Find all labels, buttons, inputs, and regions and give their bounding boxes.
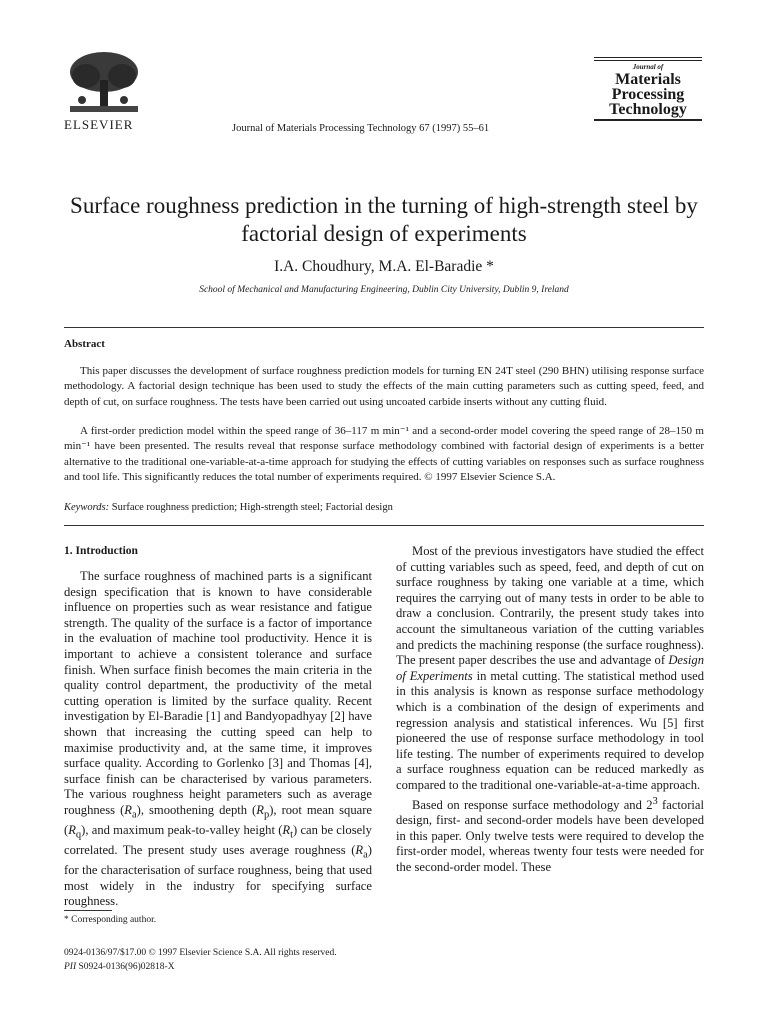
abstract-paragraph-2: A first-order prediction model within the speed range of 36–117 m min⁻¹ and a second-order model covering the speed range of 28–150 m min⁻¹ have been presented. The results reveal that response surface methodology combined with factorial design of experiments is a better alternative to the traditional one-variable-at-a-time approach for studying the effects of cutting variables on responses such as surface roughness and tool life. This significantly reduces the total number of experiments required. © 1997 Elsevier Science S.A. xyxy=(64,425,704,484)
keywords-label: Keywords: xyxy=(64,502,110,513)
journal-box-line2: Processing xyxy=(611,86,685,103)
text-run: in metal cutting. The statistical method used in this analysis is known as response surface methodology which is a combination of the design of experiments and regression analysis and statistical inferences. Wu [5] first pioneered the use of response surface methodology in tool life testing. The number of experiments required to develop a surface roughness equation can be reduced markedly as compared to the traditional one-variable-at-a-time approach. xyxy=(396,668,704,792)
symbol-R: R xyxy=(355,843,364,858)
intro-paragraph-right-2 xyxy=(396,794,704,876)
elsevier-tree-logo xyxy=(64,50,144,116)
keywords-line xyxy=(64,502,393,513)
subscript: a xyxy=(131,809,137,821)
divider-top xyxy=(64,327,704,328)
text-run: Based on response surface methodology and 2 xyxy=(412,797,653,812)
italic-term: Design of Experiments xyxy=(396,653,704,683)
journal-logo-box xyxy=(594,57,702,121)
text-run: ) for the characterisation of surface roughness, being that used most widely in the industry for specifying surface roughness. xyxy=(64,843,372,909)
symbol-R: R xyxy=(256,802,264,817)
divider-bottom xyxy=(64,525,704,526)
text-run: ) can be closely correlated. The present study uses average roughness ( xyxy=(64,823,372,858)
journal-citation: Journal of Materials Processing Technology 67 (1997) 55–61 xyxy=(232,123,490,134)
article-authors: I.A. Choudhury, M.A. El-Baradie * xyxy=(274,258,494,275)
copyright-line: 0924-0136/97/$17.00 © 1997 Elsevier Science S.A. All rights reserved. xyxy=(64,948,337,958)
right-column xyxy=(396,544,704,876)
pii-label: PII xyxy=(64,962,77,972)
left-column xyxy=(64,569,372,910)
keywords-list: Surface roughness prediction; High-strength steel; Factorial design xyxy=(111,502,393,513)
text-run: ), root mean square ( xyxy=(64,802,373,838)
superscript: 3 xyxy=(652,795,658,807)
journal-box-prefix: Journal of xyxy=(632,63,664,71)
abstract-paragraph-1: This paper discusses the development of surface roughness prediction models for turning EN 24T steel (290 BHN) utilising response surface methodology. A factorial design technique has been used to study the effects of the main cutting parameters such as cutting speed, feed, and depth of cut, on surface roughness. The tests have been carried out using uncoated carbide inserts without any cutting fluid. xyxy=(64,365,704,408)
symbol-R: R xyxy=(124,802,132,817)
footnote-rule xyxy=(64,910,112,911)
subscript: a xyxy=(363,849,368,861)
article-title: Surface roughness prediction in the turning of high-strength steel by factorial design of experiments xyxy=(70,193,698,246)
article-affiliation: School of Mechanical and Manufacturing Engineering, Dublin City University, Dublin 9, Ireland xyxy=(199,285,569,295)
symbol-R: R xyxy=(282,823,291,838)
abstract-heading: Abstract xyxy=(64,338,105,350)
text-run: factorial design, first- and second-order models have been developed in this paper. Only twelve tests were required to develop the first-order model, whereas twenty four tests were needed for the second-order model. These xyxy=(396,797,704,875)
subscript: p xyxy=(263,809,270,821)
publisher-name: ELSEVIER xyxy=(64,117,134,132)
intro-paragraph-left xyxy=(64,569,372,910)
footnote: * Corresponding author. xyxy=(64,915,157,925)
text-run: The surface roughness of machined parts is a significant design specification that is known to have considerable influence on properties such as wear resistance and fatigue strength. The quality of the surface is a factor of importance in the evaluation of machine tool productivity. Hence it is important to achieve a consistent tolerance and surface finish. When surface finish becomes the main criteria in the quality control department, the productivity of the metal cutting operation is limited by the surface quality. Recent investigation by El-Baradie [1] and Bandyopadhyay [2] have shown that increasing the cutting speed can help to maximise productivity and, at the same time, it improves surface quality. According to Gorlenko [3] and Thomas [4], surface finish can be characterised by various parameters. The various roughness height parameters such as average roughness ( xyxy=(64,569,372,817)
copyright-block xyxy=(64,946,337,974)
journal-box-line1: Materials xyxy=(615,71,681,88)
subscript: t xyxy=(290,829,294,841)
text-run: ), smoothening depth ( xyxy=(136,802,257,817)
subscript: q xyxy=(75,829,82,841)
pii-value: S0924-0136(96)02818-X xyxy=(78,962,175,972)
journal-box-line3: Technology xyxy=(609,101,687,118)
text-run: ), and maximum peak-to-valley height ( xyxy=(81,823,283,838)
symbol-R: R xyxy=(68,823,76,838)
pii-line xyxy=(64,960,337,974)
intro-paragraph-right-1 xyxy=(396,544,704,794)
section-heading: 1. Introduction xyxy=(64,545,138,557)
text-run: Most of the previous investigators have studied the effect of cutting variables such as speed, feed, and depth of cut on surface roughness by taking one variable at a time, which requires the carrying out of many tests in order to be able to draw a conclusion. Contrarily, the present study takes into account the simultaneous variation of the cutting variables and predicts the machining response (the surface roughness). The present paper describes the use and advantage of xyxy=(396,544,704,668)
